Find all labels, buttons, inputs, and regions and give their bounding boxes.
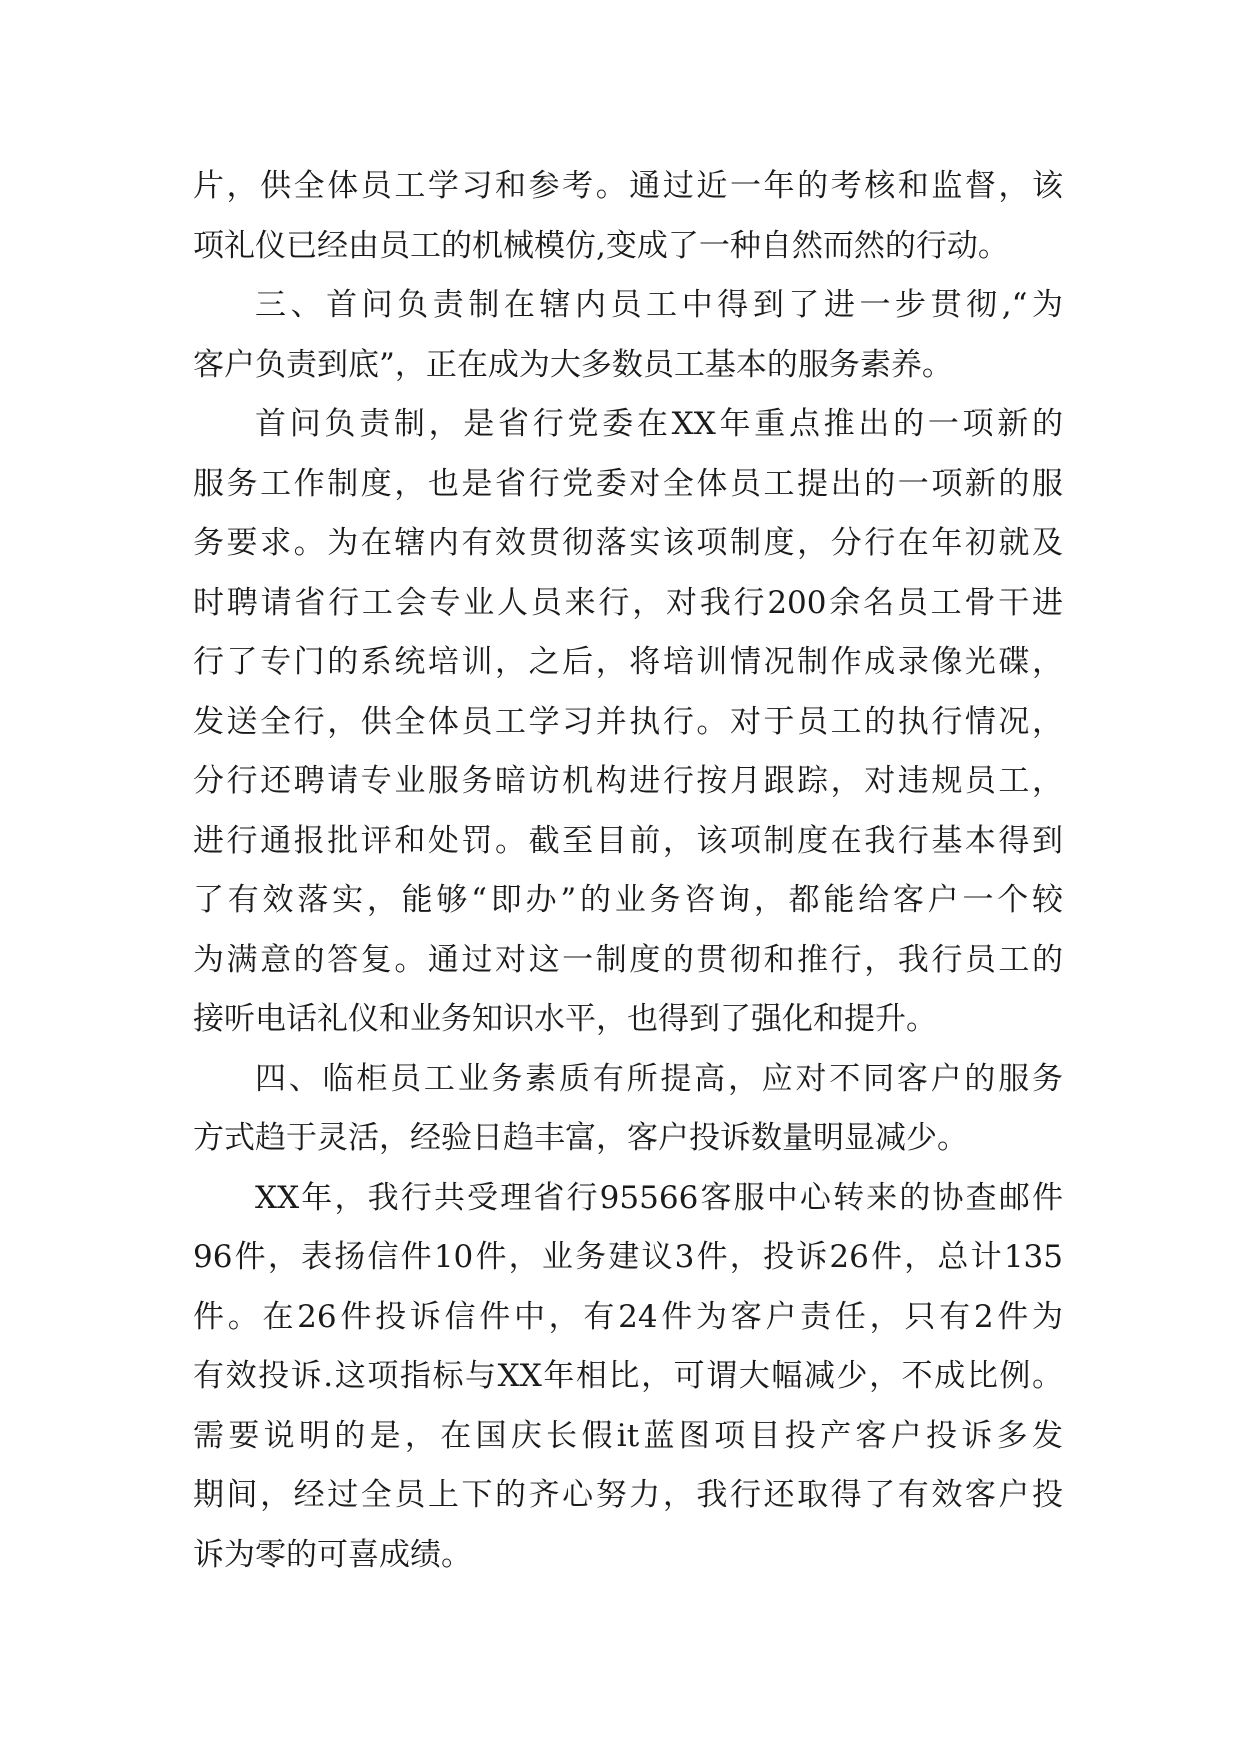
text-line: 首问负责制，是省行党委在XX年重点推出的一项新的 (255, 406, 1063, 442)
text-line: 期间，经过全员上下的齐心努力，我行还取得了有效客户投 (193, 1477, 1063, 1513)
text-line: XX年，我行共受理省行95566客服中心转来的协查邮件 (255, 1179, 1063, 1216)
text-line: 时聘请省行工会专业人员来行，对我行200余名员工骨干进 (193, 584, 1063, 621)
text-line: 项礼仪已经由员工的机械模仿,变成了一种自然而然的行动。 (193, 227, 1009, 264)
text-line: 了有效落实，能够“即办”的业务咨询，都能给客户一个较 (193, 882, 1063, 918)
text-line: 需要说明的是，在国庆长假it蓝图项目投产客户投诉多发 (193, 1417, 1063, 1454)
section-heading-line: 四、临柜员工业务素质有所提高，应对不同客户的服务 (255, 1060, 1063, 1097)
text-line: 进行通报批评和处罚。截至目前，该项制度在我行基本得到 (193, 822, 1063, 859)
section-heading-line: 三、首问负责制在辖内员工中得到了进一步贯彻,“为 (255, 287, 1063, 323)
text-line: 片，供全体员工学习和参考。通过近一年的考核和监督，该 (193, 168, 1063, 204)
text-line: 分行还聘请专业服务暗访机构进行按月跟踪，对违规员工， (193, 763, 1063, 799)
text-line: 接听电话礼仪和业务知识水平，也得到了强化和提升。 (193, 1001, 937, 1037)
text-line: 服务工作制度，也是省行党委对全体员工提出的一项新的服 (193, 465, 1063, 502)
text-line: 发送全行，供全体员工学习并执行。对于员工的执行情况， (193, 703, 1063, 740)
text-line: 务要求。为在辖内有效贯彻落实该项制度，分行在年初就及 (193, 525, 1063, 561)
text-line: 有效投诉.这项指标与XX年相比，可谓大幅减少，不成比例。 (193, 1358, 1063, 1394)
text-line: 行了专门的系统培训，之后，将培训情况制作成录像光碟， (193, 644, 1063, 680)
text-line: 件。在26件投诉信件中，有24件为客户责任，只有2件为 (193, 1298, 1063, 1335)
section-heading-line: 方式趋于灵活，经验日趋丰富，客户投诉数量明显减少。 (193, 1120, 968, 1156)
section-heading-line: 客户负责到底”，正在成为大多数员工基本的服务素养。 (193, 346, 953, 383)
text-line: 诉为零的可喜成绩。 (193, 1536, 472, 1573)
text-line: 96件，表扬信件10件，业务建议3件，投诉26件，总计135 (193, 1239, 1063, 1275)
body-text (193, 157, 1063, 1585)
text-line: 为满意的答复。通过对这一制度的贯彻和推行，我行员工的 (193, 941, 1063, 978)
